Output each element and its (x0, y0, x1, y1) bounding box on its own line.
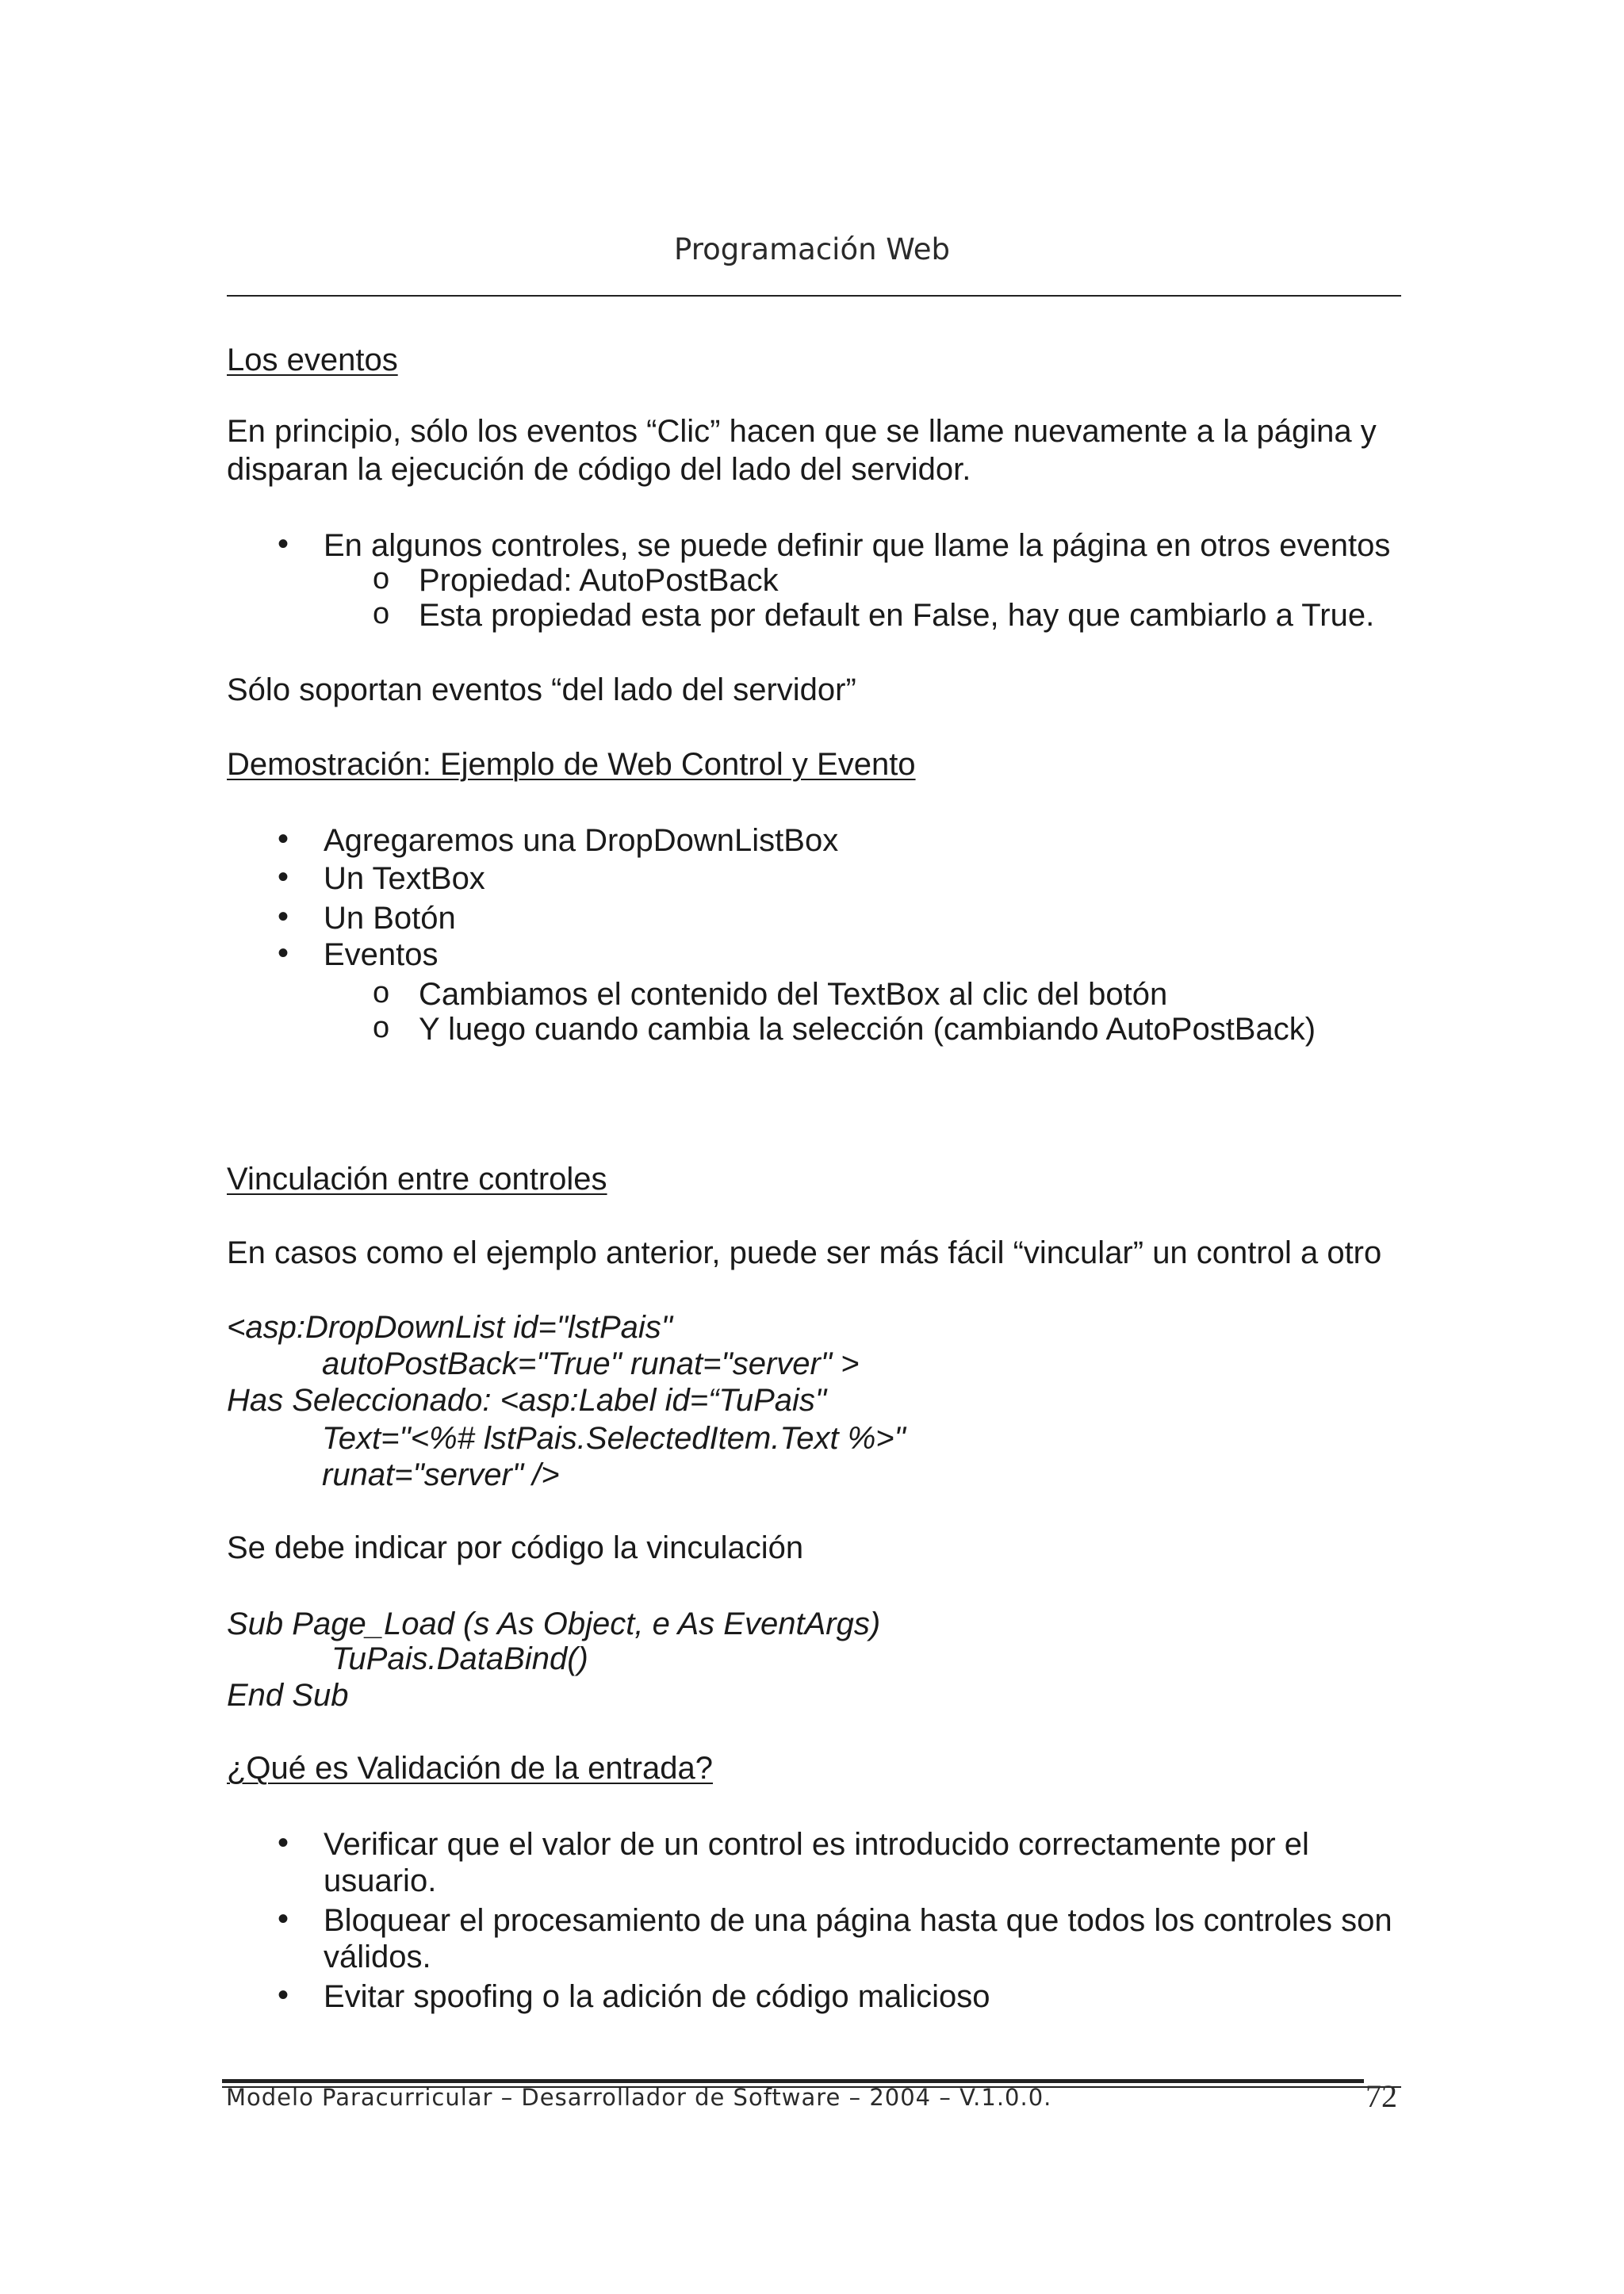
bullet-marker: • (278, 860, 289, 894)
code-line: Text="<%# lstPais.SelectedItem.Text %>" (322, 1421, 906, 1456)
code-line: End Sub (227, 1678, 349, 1713)
bullet-item: Verificar que el valor de un control es introducido correctamente por el (324, 1827, 1309, 1862)
bullet-item-continuation: válidos. (324, 1940, 431, 1974)
header-divider (227, 295, 1401, 297)
section-heading-vinculacion: Vinculación entre controles (227, 1162, 607, 1197)
bullet-marker: • (278, 1901, 289, 1936)
paragraph-line: Sólo soportan eventos “del lado del servidor” (227, 672, 856, 707)
page-number: 72 (1365, 2078, 1397, 2114)
bullet-marker: • (278, 936, 289, 971)
bullet-marker: • (278, 1978, 289, 2013)
bullet-item: Eventos (324, 937, 439, 972)
section-heading-validacion: ¿Qué es Validación de la entrada? (227, 1751, 713, 1786)
code-line: autoPostBack="True" runat="server" > (322, 1346, 860, 1381)
paragraph-line: disparan la ejecución de código del lado del servidor. (227, 452, 971, 487)
page-header-title: Programación Web (674, 232, 950, 266)
bullet-marker: • (278, 821, 289, 856)
paragraph-line: Se debe indicar por código la vinculación (227, 1530, 804, 1565)
code-line: Has Seleccionado: <asp:Label id=“TuPais" (227, 1383, 827, 1418)
bullet-item: Un Botón (324, 901, 456, 936)
bullet-marker: • (278, 1825, 289, 1860)
bullet-item: Evitar spoofing o la adición de código malicioso (324, 1979, 990, 2014)
code-line: TuPais.DataBind() (331, 1641, 588, 1676)
sub-bullet-item: Cambiamos el contenido del TextBox al clic del botón (419, 977, 1168, 1012)
bullet-item-continuation: usuario. (324, 1863, 437, 1898)
bullet-item: En algunos controles, se puede definir que llame la página en otros eventos (324, 528, 1391, 563)
sub-bullet-marker: o (373, 1011, 390, 1044)
code-line: runat="server" /> (322, 1457, 560, 1492)
bullet-marker: • (278, 899, 289, 934)
footer-text: Modelo Paracurricular – Desarrollador de Software – 2004 – V.1.0.0. (226, 2084, 1052, 2111)
sub-bullet-marker: o (373, 976, 390, 1009)
bullet-marker: • (278, 527, 289, 561)
sub-bullet-marker: o (373, 597, 390, 630)
section-heading-eventos: Los eventos (227, 343, 398, 377)
sub-bullet-item: Y luego cuando cambia la selección (cambiando AutoPostBack) (419, 1012, 1316, 1047)
code-line: <asp:DropDownList id="lstPais" (227, 1310, 672, 1345)
bullet-item: Un TextBox (324, 861, 485, 896)
paragraph-line: En casos como el ejemplo anterior, puede ser más fácil “vincular” un control a otro (227, 1235, 1382, 1270)
sub-bullet-item: Esta propiedad esta por default en False, hay que cambiarlo a True. (419, 598, 1375, 633)
paragraph-line: En principio, sólo los eventos “Clic” hacen que se llame nuevamente a la página y (227, 414, 1377, 449)
sub-bullet-item: Propiedad: AutoPostBack (419, 563, 779, 598)
section-heading-demo: Demostración: Ejemplo de Web Control y Evento (227, 747, 916, 782)
bullet-item: Agregaremos una DropDownListBox (324, 823, 839, 858)
sub-bullet-marker: o (373, 562, 390, 596)
code-line: Sub Page_Load (s As Object, e As EventArgs) (227, 1607, 881, 1641)
bullet-item: Bloquear el procesamiento de una página hasta que todos los controles son (324, 1903, 1392, 1938)
